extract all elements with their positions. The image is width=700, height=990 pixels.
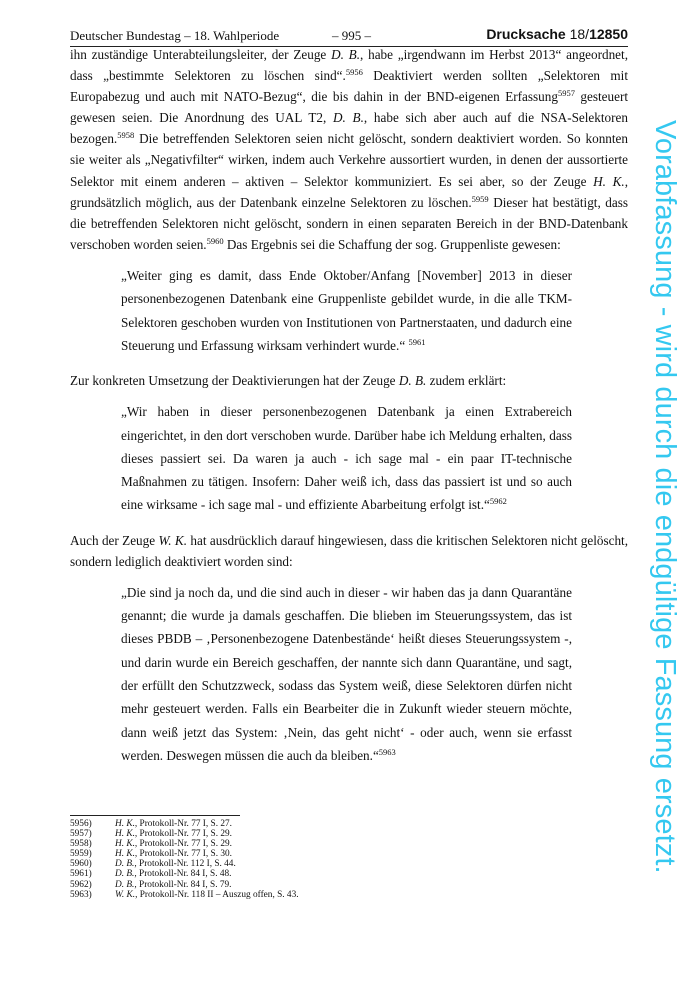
header-document-number (486, 26, 628, 42)
footnote-ref: 5963 (378, 746, 396, 757)
header-parliament: Deutscher Bundestag – 18. Wahlperiode (70, 28, 280, 43)
header-doc-num-prefix: 18/ (565, 26, 590, 42)
block-quote-2: „Wir haben in dieser personenbezogenen Datenbank ja einen Extrabereich eingerichtet, in den dort verschoben wurde. Darüber habe ich Meldung erhalten, dass dieses passiert sei. Da waren ja auch - ich sage mal - ein paar IT-technische Maßnahmen zu tätigen. Insofern: Daher weiß ich, dass das passiert ist und so auch eine wirksame - ich sage mal - und effiziente Abarbeitung erfolgt ist.“$^{5962}$ (121, 404, 572, 513)
footnote-ref: 5961 (408, 336, 426, 347)
footnote-ref: 5960 (206, 235, 224, 246)
footnote-ref: 5956 (345, 67, 363, 78)
footnote: 5956) H. K., Protokoll-Nr. 77 I, S. 27. (70, 819, 232, 829)
footnote: 5958) H. K., Protokoll-Nr. 77 I, S. 29. (70, 839, 232, 850)
block-quote-1: „Weiter ging es damit, dass Ende Oktober/Anfang [November] 2013 in dieser personenbezogenen Datenbank eine Gruppenliste gebildet wurde, in die alle TKM-Selektoren geschoben wurden von Institutionen von Partnerstaaten, und dadurch eine Steuerung und Erfassung wirksam verhindert wurde.“ $^{5961}$ (121, 267, 572, 353)
footnote: 5960) D. B., Protokoll-Nr. 112 I, S. 44. (70, 859, 236, 870)
paragraph-2: Zur konkreten Umsetzung der Deaktivierungen hat der Zeuge D. B. zudem erklärt: (70, 373, 507, 389)
footnotes (70, 819, 470, 900)
block-quote-3: „Die sind ja noch da, und die sind auch in dieser - wir haben das ja dann Quarantäne genannt; die wurde ja damals geschaffen. Die blieben im Steuerungssystem, das ist dieses PBDB – ‚Personenbezogene Datenbestände‘ heißt dieses Steuerungssystem -, und darin wurde ein Bereich geschaffen, der nannte sich dann Quarantäne, und sagt, der erfüllt den Schutzzweck, sodass das System weiß, diese Selektoren dürfen nicht mehr gesteuert werden. Falls ein Bearbeiter die in Zukunft wieder steuern möchte, dann weiß jetzt das System: ‚Nein, das geht nicht‘ - oder auch, wenn sie erfasst werden. Deswegen müssen die auch da bleiben.“$^{5963}$ (121, 584, 572, 763)
footnote-ref: 5962 (489, 496, 507, 507)
header-doc-label: Drucksache (486, 26, 566, 42)
header-doc-num: 12850 (589, 26, 628, 42)
footnote-ref: 5959 (471, 193, 489, 204)
watermark-text: Vorabfassung - wird durch die endgültige Fassung ersetzt. (649, 120, 681, 874)
body-text (70, 44, 628, 780)
header-page-number: – 995 – (332, 28, 371, 43)
draft-watermark (645, 120, 685, 874)
footnote-ref: 5957 (557, 88, 575, 99)
footnote-ref: 5958 (117, 130, 135, 141)
footnote: 5961) D. B., Protokoll-Nr. 84 I, S. 48. (70, 869, 232, 880)
footnote: 5962) D. B., Protokoll-Nr. 84 I, S. 79. (70, 879, 232, 890)
paragraph-3: Auch der Zeuge W. K. hat ausdrücklich darauf hingewiesen, dass die kritischen Selektoren nicht gelöscht, sondern lediglich deaktiviert worden sind: (70, 532, 628, 569)
footnote: 5957) H. K., Protokoll-Nr. 77 I, S. 29. (70, 829, 232, 840)
paragraph-1: ihn zuständige Unterabteilungsleiter, der Zeuge D. B., habe „irgendwann im Herbst 2013“ angeordnet, dass „bestimmte Selektoren zu löschen sind“.$^{5956}$ Deaktiviert werden sollten „Selektoren mit Europabezug und auch mit NATO-Bezug“, die bis dahin in der BND-eigenen Erfassung$^{5957}$ gesteuert gewesen seien. Die Anordnung des UAL T2, D. B., habe sich aber auch auf die NSA-Selektoren bezogen.$^{5958}$ Die betreffenden Selektoren seien nicht gelöscht, sondern deaktiviert worden. So konnten sie weiter als „Negativfilter“ wirken, indem auch Verkehre aussortiert wurden, in denen der aussortierte Selektor mit einem anderen – aktiven – Selektor kommuniziert. Es sei aber, so der Zeuge H. K., grundsätzlich möglich, aus der Datenbank einzelne Selektoren zu löschen.$^{5959}$ Dieser hat bestätigt, dass die betreffenden Selektoren nicht gelöscht, sondern in einen separaten Bereich in der BND-Datenbank verschoben worden seien.$^{5960}$ Das Ergebnis sei die Schaffung der sog. Gruppenliste gewesen: (70, 47, 629, 252)
footnote: 5959) H. K., Protokoll-Nr. 77 I, S. 30. (70, 849, 232, 860)
footnote: 5963) W. K., Protokoll-Nr. 118 II – Auszug offen, S. 43. (70, 889, 299, 900)
footnote-rule (70, 815, 240, 816)
